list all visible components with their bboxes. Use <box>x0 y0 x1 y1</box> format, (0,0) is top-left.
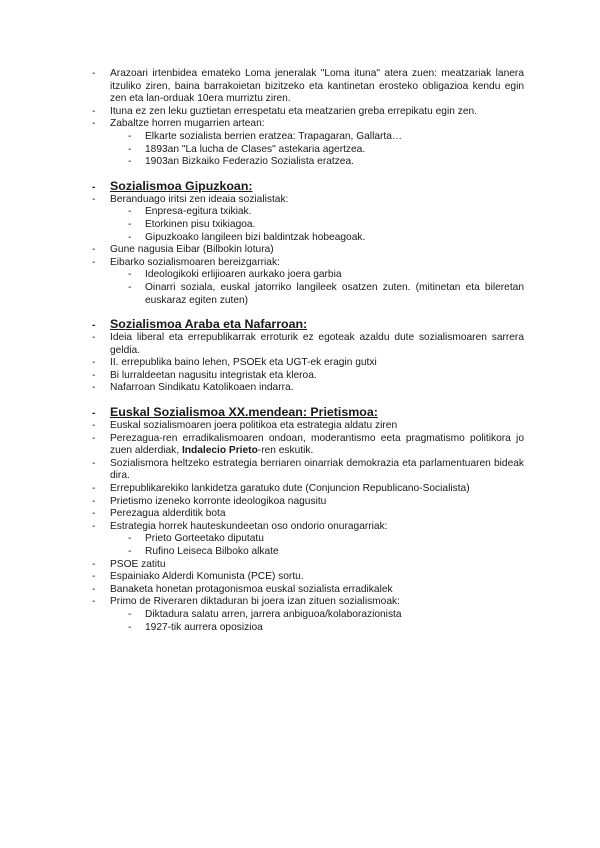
bullet-dash: - <box>128 269 132 281</box>
section-title <box>0 179 600 194</box>
list-item-text: Sozialismora heltzeko estrategia berriaren oinarriak demokrazia eta parlamentuaren bideak dira. <box>110 457 524 482</box>
list-item <box>0 194 600 207</box>
list-item <box>0 370 600 383</box>
list-item <box>0 559 600 572</box>
list-item-text: Bi lurraldeetan nagusitu integristak eta kleroa. <box>110 369 317 381</box>
list-item <box>0 332 600 357</box>
list-item <box>0 357 600 370</box>
bullet-dash: - <box>128 533 132 545</box>
list-item-text: Prietismo izeneko korronte ideologikoa nagusitu <box>110 495 327 507</box>
section-title-text: Euskal Sozialismoa XX.mendean: Prietismoa: <box>110 405 378 420</box>
sub-list-item <box>0 219 600 232</box>
sub-list-item-text: Prieto Gorteetako diputatu <box>145 533 264 545</box>
bullet-dash: - <box>92 68 96 79</box>
list-item <box>0 571 600 584</box>
list-item-text: Ideia liberal eta errepublikarrak erroturik ez egoteak azaldu dute sozialismoaren sarrera geldia. <box>110 332 524 356</box>
list-item <box>0 483 600 496</box>
section-gap <box>0 395 600 405</box>
section-gap <box>0 307 600 317</box>
list-item-text: II. errepublika baino lehen, PSOEk eta UGT-ek eragin gutxi <box>110 357 377 369</box>
list-item <box>0 118 600 131</box>
sub-list-item <box>0 282 600 307</box>
bullet-dash: - <box>128 218 132 230</box>
list-item <box>0 508 600 521</box>
bullet-dash: - <box>92 193 96 205</box>
sub-list-item-text: Diktadura salatu arren, jarrera anbiguoa/kolaborazionista <box>145 608 402 620</box>
list-item <box>0 257 600 270</box>
bullet-dash: - <box>92 432 96 444</box>
list-item-text: Primo de Riveraren diktaduran bi joera izan zituen sozialismoak: <box>110 596 400 608</box>
sub-list-item-text: 1927-tik aurrera oposizioa <box>145 621 263 633</box>
bullet-dash: - <box>92 382 96 394</box>
sub-list-item-text: Oinarri soziala, euskal jatorriko langileek osatzen zuten. (mitinetan eta bileretan euskaraz egiten zuten) <box>145 281 524 306</box>
sub-list-item-text: Rufino Leiseca Bilboko alkate <box>145 546 279 557</box>
list-item-text: Perezagua-ren erradikalismoaren ondoan, moderantismo eeta pragmatismo politikora jo zuen alderdiak, <box>110 432 524 457</box>
list-item <box>0 244 600 257</box>
bullet-dash: - <box>128 231 132 243</box>
bullet-dash: - <box>92 596 96 608</box>
bullet-dash: - <box>92 408 96 420</box>
bullet-dash: - <box>92 244 96 256</box>
bullet-dash: - <box>92 357 96 369</box>
list-item <box>0 521 600 534</box>
list-item-text: Gune nagusia Eibar (Bilbokin lotura) <box>110 244 274 256</box>
list-item-text: Ituna ez zen leku guztietan errespetatu eta meatzarien greba errepikatu egin zen. <box>110 105 477 117</box>
list-item <box>0 382 600 395</box>
sub-list-item <box>0 232 600 245</box>
section-title-text: Sozialismoa Araba eta Nafarroan: <box>110 317 308 332</box>
list-item-text: PSOE zatitu <box>110 558 166 570</box>
bullet-dash: - <box>92 520 96 532</box>
list-item-text: Espainiako Alderdi Komunista (PCE) sortu. <box>110 571 304 583</box>
sub-list-item-text: Elkarte sozialista berrien eratzea: Trapagaran, Gallarta… <box>145 130 403 142</box>
list-item <box>0 496 600 509</box>
document-body <box>0 68 600 634</box>
sub-list-item-text: 1903an Bizkaiko Federazio Sozialista eratzea. <box>145 156 354 168</box>
bullet-dash: - <box>92 571 96 583</box>
list-item <box>0 433 600 458</box>
bullet-dash: - <box>92 583 96 595</box>
list-item <box>0 420 600 433</box>
sub-list-item <box>0 131 600 144</box>
bullet-dash: - <box>92 420 96 432</box>
list-item-text: Nafarroan Sindikatu Katolikoaen indarra. <box>110 382 294 394</box>
bullet-dash: - <box>92 332 96 344</box>
bullet-dash: - <box>128 143 132 155</box>
sub-list-item <box>0 533 600 546</box>
list-item <box>0 596 600 609</box>
bullet-dash: - <box>92 508 96 520</box>
list-item-text: Errepublikarekiko lankidetza garatuko dute (Conjuncion Republicano-Socialista) <box>110 483 470 495</box>
sub-list-item-text: Etorkinen pisu txikiagoa. <box>145 218 256 230</box>
list-item-text: Banaketa honetan protagonismoa euskal sozialista erradikalek <box>110 583 393 595</box>
sub-list-item <box>0 206 600 219</box>
list-item <box>0 106 600 119</box>
list-item-text: Zabaltze horren mugarrien artean: <box>110 118 265 130</box>
sub-list-item <box>0 144 600 157</box>
bullet-dash: - <box>92 320 96 332</box>
sub-list-item <box>0 622 600 635</box>
bullet-dash: - <box>92 483 96 495</box>
person-name: Indalecio Prieto <box>181 445 258 457</box>
section-gap <box>0 169 600 179</box>
bullet-dash: - <box>92 118 96 130</box>
list-item-text: Estrategia horrek hauteskundeetan oso ondorio onuragarriak: <box>110 520 388 532</box>
sub-list-item-text: Gipuzkoako langileen bizi baldintzak hobeagoak. <box>145 231 366 243</box>
bullet-dash: - <box>92 105 96 117</box>
list-item-text: -ren eskutik. <box>257 445 314 457</box>
sub-list-item <box>0 156 600 169</box>
list-item <box>0 68 600 106</box>
list-item <box>0 458 600 483</box>
list-item-text: Beranduago iritsi zen ideaia sozialistak: <box>110 193 289 205</box>
bullet-dash: - <box>92 181 96 193</box>
bullet-dash: - <box>128 156 132 168</box>
bullet-dash: - <box>92 558 96 570</box>
list-item-text: Arazoari irtenbidea emateko Loma jeneralak "Loma ituna" atera zuen: meatzariak lanera itzuliko ziren, baina barrakoietan bizitzeko eta kantinetan erosteko obligazioa kendu egin zen eta lan-orduak 10era murriztu ziren. <box>110 68 524 105</box>
sub-list-item <box>0 546 600 559</box>
list-item-text: Perezagua alderditik bota <box>110 508 226 520</box>
section-title <box>0 405 600 420</box>
section-title-text: Sozialismoa Gipuzkoan: <box>110 178 253 193</box>
section-title <box>0 317 600 332</box>
sub-list-item-text: Ideologikoki erlijioaren aurkako joera garbia <box>145 269 342 281</box>
bullet-dash: - <box>92 495 96 507</box>
sub-list-item-text: 1893an "La lucha de Clases" astekaria agertzea. <box>145 143 366 155</box>
bullet-dash: - <box>128 206 132 218</box>
bullet-dash: - <box>128 546 132 557</box>
bullet-dash: - <box>128 621 132 633</box>
list-item <box>0 584 600 597</box>
sub-list-item <box>0 269 600 282</box>
bullet-dash: - <box>128 130 132 142</box>
bullet-dash: - <box>92 369 96 381</box>
bullet-dash: - <box>128 608 132 620</box>
sub-list-item-text: Enpresa-egitura txikiak. <box>145 206 252 218</box>
bullet-dash: - <box>92 256 96 268</box>
bullet-dash: - <box>128 281 132 293</box>
bullet-dash: - <box>92 457 96 469</box>
list-item-text: Euskal sozialismoaren joera politikoa eta estrategia aldatu ziren <box>110 420 398 432</box>
list-item-text: Eibarko sozialismoaren bereizgarriak: <box>110 256 280 268</box>
sub-list-item <box>0 609 600 622</box>
